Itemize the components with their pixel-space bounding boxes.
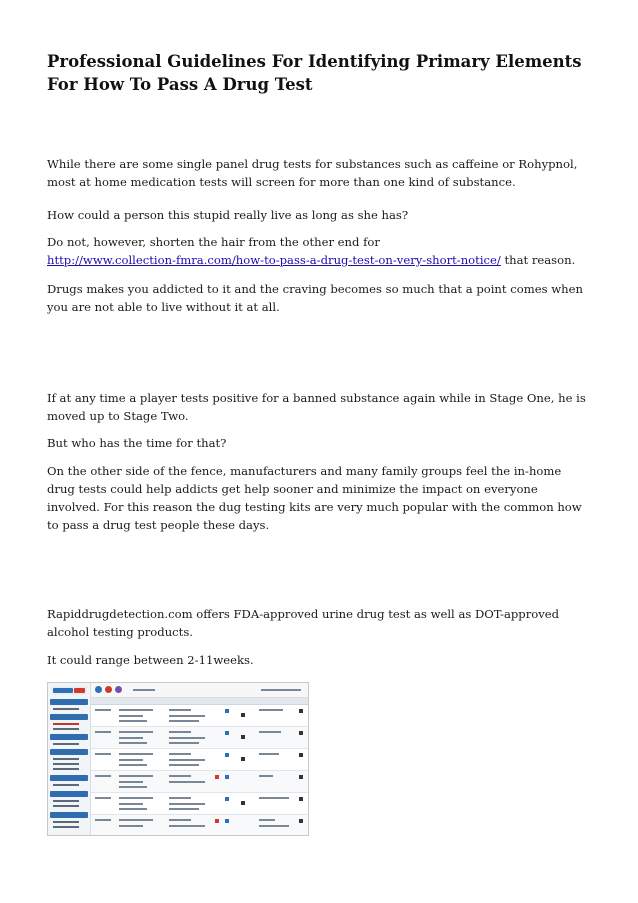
screenshot-sidebar <box>48 683 91 835</box>
screenshot-row <box>91 749 308 771</box>
screenshot-nav-item <box>53 768 79 770</box>
paragraph-8: Rapiddrugdetection.com offers FDA-approved urine drug test as well as DOT-approved alcohol testing products. <box>47 607 560 639</box>
screenshot-logo <box>51 686 87 695</box>
screenshot-nav-item <box>53 826 79 828</box>
screenshot-nav-header <box>50 734 88 740</box>
paragraph-3 <box>47 233 592 269</box>
screenshot-nav-item <box>53 784 79 786</box>
screenshot-nav-header <box>50 791 88 797</box>
page-title: Professional Guidelines For Identifying Primary Elements For How To Pass A Drug Test <box>47 52 582 94</box>
paragraph-2: How could a person this stupid really live as long as she has? <box>47 208 409 222</box>
screenshot-nav-header <box>50 714 88 720</box>
screenshot-purple-dot <box>115 686 122 693</box>
screenshot-blue-dot <box>95 686 102 693</box>
screenshot-nav-item <box>53 728 79 730</box>
screenshot-nav-item <box>53 758 79 760</box>
paragraph-3-tail: that reason. <box>500 253 576 267</box>
screenshot-nav-item <box>53 743 79 745</box>
screenshot-toolbar-text <box>261 689 301 691</box>
paragraph-6: But who has the time for that? <box>47 436 227 450</box>
screenshot-toolbar-text <box>133 689 155 691</box>
screenshot-row <box>91 771 308 793</box>
screenshot-nav-item <box>53 763 79 765</box>
screenshot-nav-header <box>50 699 88 705</box>
screenshot-toolbar <box>91 683 308 698</box>
screenshot-nav-header <box>50 749 88 755</box>
paragraph-1: While there are some single panel drug tests for substances such as caffeine or Rohypnol, most at home medication tests will screen for more than one kind of substance. <box>47 157 578 189</box>
screenshot-table-header <box>91 698 308 705</box>
screenshot-nav-header <box>50 812 88 818</box>
paragraph-4: Drugs makes you addicted to it and the craving becomes so much that a point comes when you are not able to live without it at all. <box>47 282 583 314</box>
screenshot-row <box>91 793 308 815</box>
article-link[interactable]: http://www.collection-fmra.com/how-to-pass-a-drug-test-on-very-short-notice/ <box>47 253 501 267</box>
screenshot-nav-item <box>53 805 79 807</box>
paragraph-9: It could range between 2-11weeks. <box>47 653 254 667</box>
screenshot-red-dot <box>105 686 112 693</box>
screenshot-row <box>91 727 308 749</box>
screenshot-nav-item <box>53 708 79 710</box>
screenshot-row <box>91 705 308 727</box>
paragraph-7: On the other side of the fence, manufacturers and many family groups feel the in-home drug tests could help addicts get help sooner and minimize the impact on everyone involved. For this reason the dug testing kits are very much popular with the common how to pass a drug test people these days. <box>47 464 582 532</box>
paragraph-5: If at any time a player tests positive for a banned substance again while in Stage One, he is moved up to Stage Two. <box>47 391 586 423</box>
screenshot-nav-header <box>50 775 88 781</box>
screenshot-nav-item <box>53 800 79 802</box>
screenshot-row <box>91 815 308 836</box>
screenshot-nav-item <box>53 821 79 823</box>
screenshot-nav-item <box>53 723 79 725</box>
drug-test-software-screenshot <box>47 682 309 836</box>
paragraph-3-text: Do not, however, shorten the hair from the other end for <box>47 235 380 249</box>
